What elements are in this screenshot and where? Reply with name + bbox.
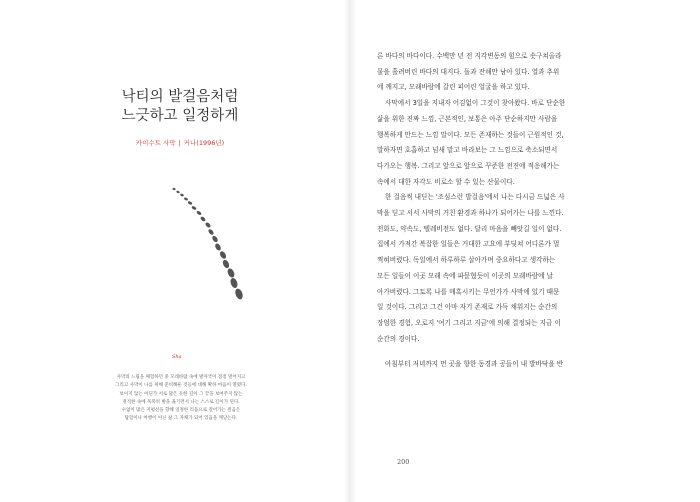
body-line: 찍혀버렸다. 독일에서 하루하루 살아가며 중요하다고 생각하는 xyxy=(377,256,556,265)
body-line: 에 깨지고, 모래바람에 갈린 피어린 얼굴을 하고 있다. xyxy=(377,83,530,92)
body-line: 말하자면 호흡하고 넘새 맡고 바라보는 그 느낌으로 축소되면서 xyxy=(377,146,558,155)
chapter-title-line: 낙티의 발걸음처럼 xyxy=(121,89,239,105)
body-line: 삶을 위한 진짜 느낌, 근본적인, 보통은 아주 단순하지만 사람을 xyxy=(377,114,558,123)
chapter-title xyxy=(90,88,270,126)
body-text xyxy=(377,49,645,373)
page-number: 200 xyxy=(397,458,410,466)
caption-line: 탐험이나 여행이 아닌 삶 그 자체가 되어 있음을 깨닫는다. xyxy=(124,416,238,422)
chapter-title-line: 느긋하고 일정하게 xyxy=(121,108,239,124)
body-line: 아가버렸다. 그토록 나를 매혹시키는 무언가가 사막에 있기 때문 xyxy=(377,287,560,296)
right-page xyxy=(357,0,700,502)
footprint xyxy=(180,193,184,197)
photographer-signature: Sha xyxy=(172,354,182,360)
footprint xyxy=(172,188,176,191)
caption-line: 정직한 속에 묵묵히 발을 옮기면서 나는 스스로 길이가 된다. xyxy=(122,399,240,405)
photo-byline xyxy=(90,138,270,147)
body-line: 물을 흘려버린 바다의 대지다. 돌과 잔해만 남아 있다. 열과 추위 xyxy=(377,67,560,76)
body-line: 속에서 대한 자각도 비로소 할 수 있는 산물이다. xyxy=(377,177,515,186)
caption-line: 보이지 않는 어딘가 서로 닮은 듯한 길이 그 끝을 보여주지 않는 xyxy=(119,391,243,397)
footprint xyxy=(226,267,235,278)
body-line: 순간의 경이다. xyxy=(377,334,420,343)
footprint xyxy=(196,210,202,216)
caption-line: 사막의 느림을 체험하던 중 모래바람 속에 발자국이 점점 멀어지고 xyxy=(116,375,246,380)
footprint xyxy=(191,206,197,211)
body-line: 다가오는 행복. 그리고 앞으로 앞으로 꾸준한 전진에 적응해가는 xyxy=(377,161,560,170)
footprint xyxy=(187,201,192,206)
body-line: 아침부터 저녁까지 먼 곳을 향한 동경과 공들이 내 발바닥을 반 xyxy=(385,360,564,369)
footprint xyxy=(214,243,222,252)
footprint xyxy=(229,277,239,289)
footprint xyxy=(207,228,214,235)
left-page xyxy=(0,0,346,502)
body-line: 른 바다의 바다이다. 수백만 년 전 지각변동의 힘으로 솟구쳐올라 xyxy=(377,52,562,60)
footprint xyxy=(176,190,180,193)
footprint xyxy=(234,288,244,301)
footprints-illustration xyxy=(168,185,258,305)
caption-line: 수없이 많은 지평선을 향해 일정한 리듬으로 걸어가는 걸음은 xyxy=(121,408,241,414)
body-line: 전화도, 약속도, 텔레비전도 없다. 달리 마음을 빼앗길 일이 없다. xyxy=(377,224,562,233)
body-line: 집에서 가져간 복잡한 일들은 거대한 고요에 부딪쳐 어디론가 멀 xyxy=(377,240,560,249)
byline-separator: | xyxy=(178,139,181,147)
body-line: 행복하게 만드는 느낌 말이다. 모든 존재하는 것들이 근원적인 것, xyxy=(377,130,564,139)
body-line: 장엄한 경험, 오로지 '여기 그리고 지금'에 의해 결정되는 지금 이 xyxy=(377,318,561,327)
footprint xyxy=(200,216,207,222)
paragraph-gap xyxy=(377,347,645,357)
footprint xyxy=(211,235,219,243)
footprint xyxy=(205,222,212,229)
body-line: 막을 딛고 서서 사막의 거친 환경과 하나가 되어가는 나를 느낀다. xyxy=(377,209,564,218)
byline-place: 커나(1996년) xyxy=(183,139,225,147)
byline-author: 카이수트 사막 xyxy=(135,139,176,147)
photo-caption xyxy=(76,374,286,424)
body-line: 모든 일들이 이곳 모래 속에 파묻혔듯이 이곳의 모래바람에 날 xyxy=(377,271,554,280)
body-line: 한 걸음씩 내딛는 '조심스런 발걸음'에서 나는 다시금 드넓은 사 xyxy=(385,193,565,202)
footprint xyxy=(222,259,231,269)
footprint xyxy=(184,197,189,201)
footprint xyxy=(219,250,228,260)
body-line: 일 것이다. 그리고 그건 아마 자기 존재로 가득 채워지는 순간의 xyxy=(377,303,558,312)
caption-line: 그리고 사막이 나를 위해 준비해둔 것들에 대해 확하 마음이 열렸다. xyxy=(115,383,247,389)
body-line: 사막에서 3일을 지내자 어김없이 그것이 찾아왔다. 바로 단순한 xyxy=(385,99,566,108)
